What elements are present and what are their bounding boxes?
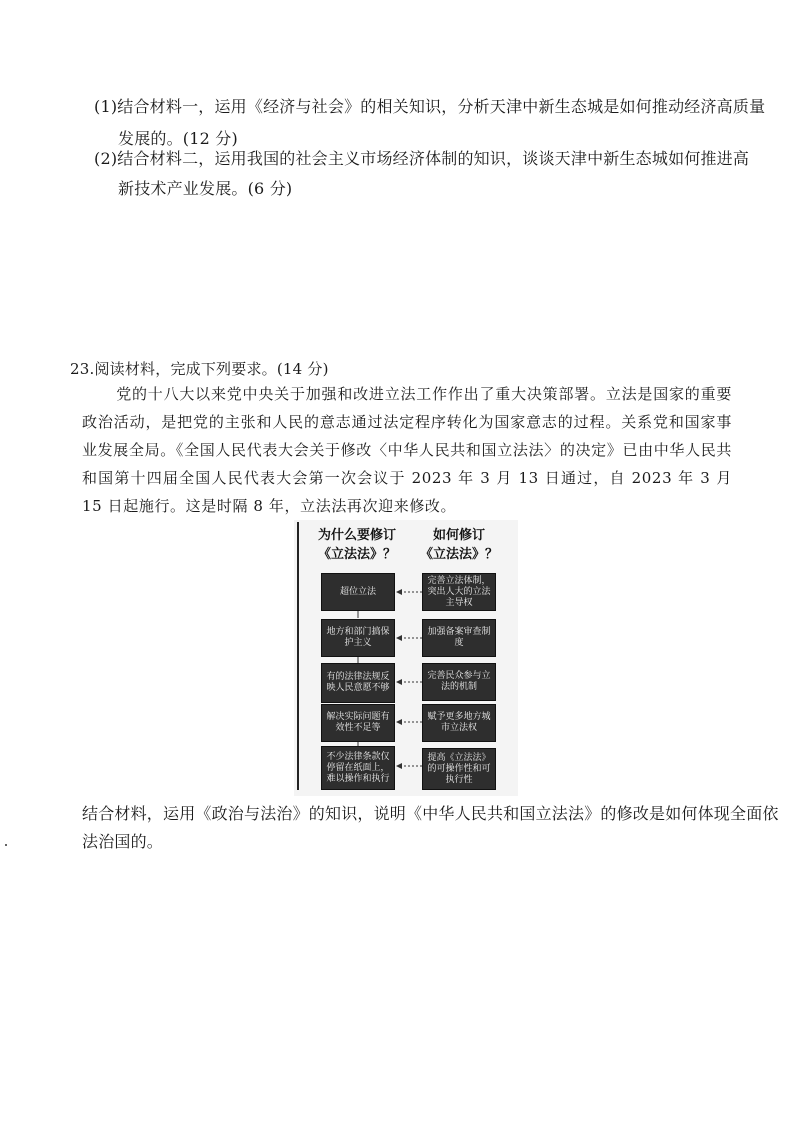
left-box-5: 不少法律条款仅停留在纸面上，难以操作和执行 — [321, 746, 395, 790]
right-box-4: 赋予更多地方城市立法权 — [422, 704, 496, 742]
legislation-law-diagram — [297, 522, 509, 792]
right-box-3: 完善民众参与立法的机制 — [422, 663, 496, 701]
sub-question-2-line2: 新技术产业发展。(6 分) — [118, 179, 293, 198]
question-23-material — [82, 380, 732, 520]
scan-speck — [5, 844, 7, 846]
left-box-3: 有的法律法规反映人民意愿不够 — [321, 663, 395, 703]
sub-question-2-line1: (2)结合材料二，运用我国的社会主义市场经济体制的知识，谈谈天津中新生态城如何推进高 — [94, 149, 750, 168]
right-box-5: 提高《立法法》的可操作性和可执行性 — [422, 748, 496, 790]
right-box-1: 完善立法体制，突出人大的立法主导权 — [422, 573, 496, 611]
right-title-line1: 如何修订 — [432, 528, 485, 543]
sub-question-1-line1: (1)结合材料一，运用《经济与社会》的相关知识，分析天津中新生态城是如何推动经济高质量 — [94, 97, 766, 116]
question-23-heading: 23.阅读材料，完成下列要求。(14 分) — [70, 360, 329, 378]
left-title-line2: 《立法法》？ — [317, 547, 396, 562]
left-box-4: 解决实际问题有效性不足等 — [321, 704, 395, 742]
left-box-2: 地方和部门搞保护主义 — [321, 619, 395, 657]
question-23-prompt-line1: 结合材料，运用《政治与法治》的知识，说明《中华人民共和国立法法》的修改是如何体现全面依 — [82, 804, 779, 823]
left-box-1: 超位立法 — [321, 573, 395, 611]
material-text: 党的十八大以来党中央关于加强和改进立法工作作出了重大决策部署。立法是国家的重要政治活动，是把党的主张和人民的意志通过法定程序转化为国家意志的过程。关系党和国家事业发展全局。《全国人民代表大会关于修改〈中华人民共和国立法法〉的决定》已由中华人民共和国第十四届全国人民代表大会第一次会议于 2023 年 3 月 13 日通过，自 2023 年 3 月 15 日起施行。这是时隔 8 年，立法法再次迎来修改。 — [82, 385, 732, 515]
right-title-line2: 《立法法》？ — [419, 547, 498, 562]
question-23-prompt-line2: 法治国的。 — [82, 832, 164, 851]
left-title-line1: 为什么要修订 — [317, 528, 396, 543]
sub-question-1-line2: 发展的。(12 分) — [118, 129, 238, 148]
right-box-2: 加强备案审查制度 — [422, 619, 496, 657]
